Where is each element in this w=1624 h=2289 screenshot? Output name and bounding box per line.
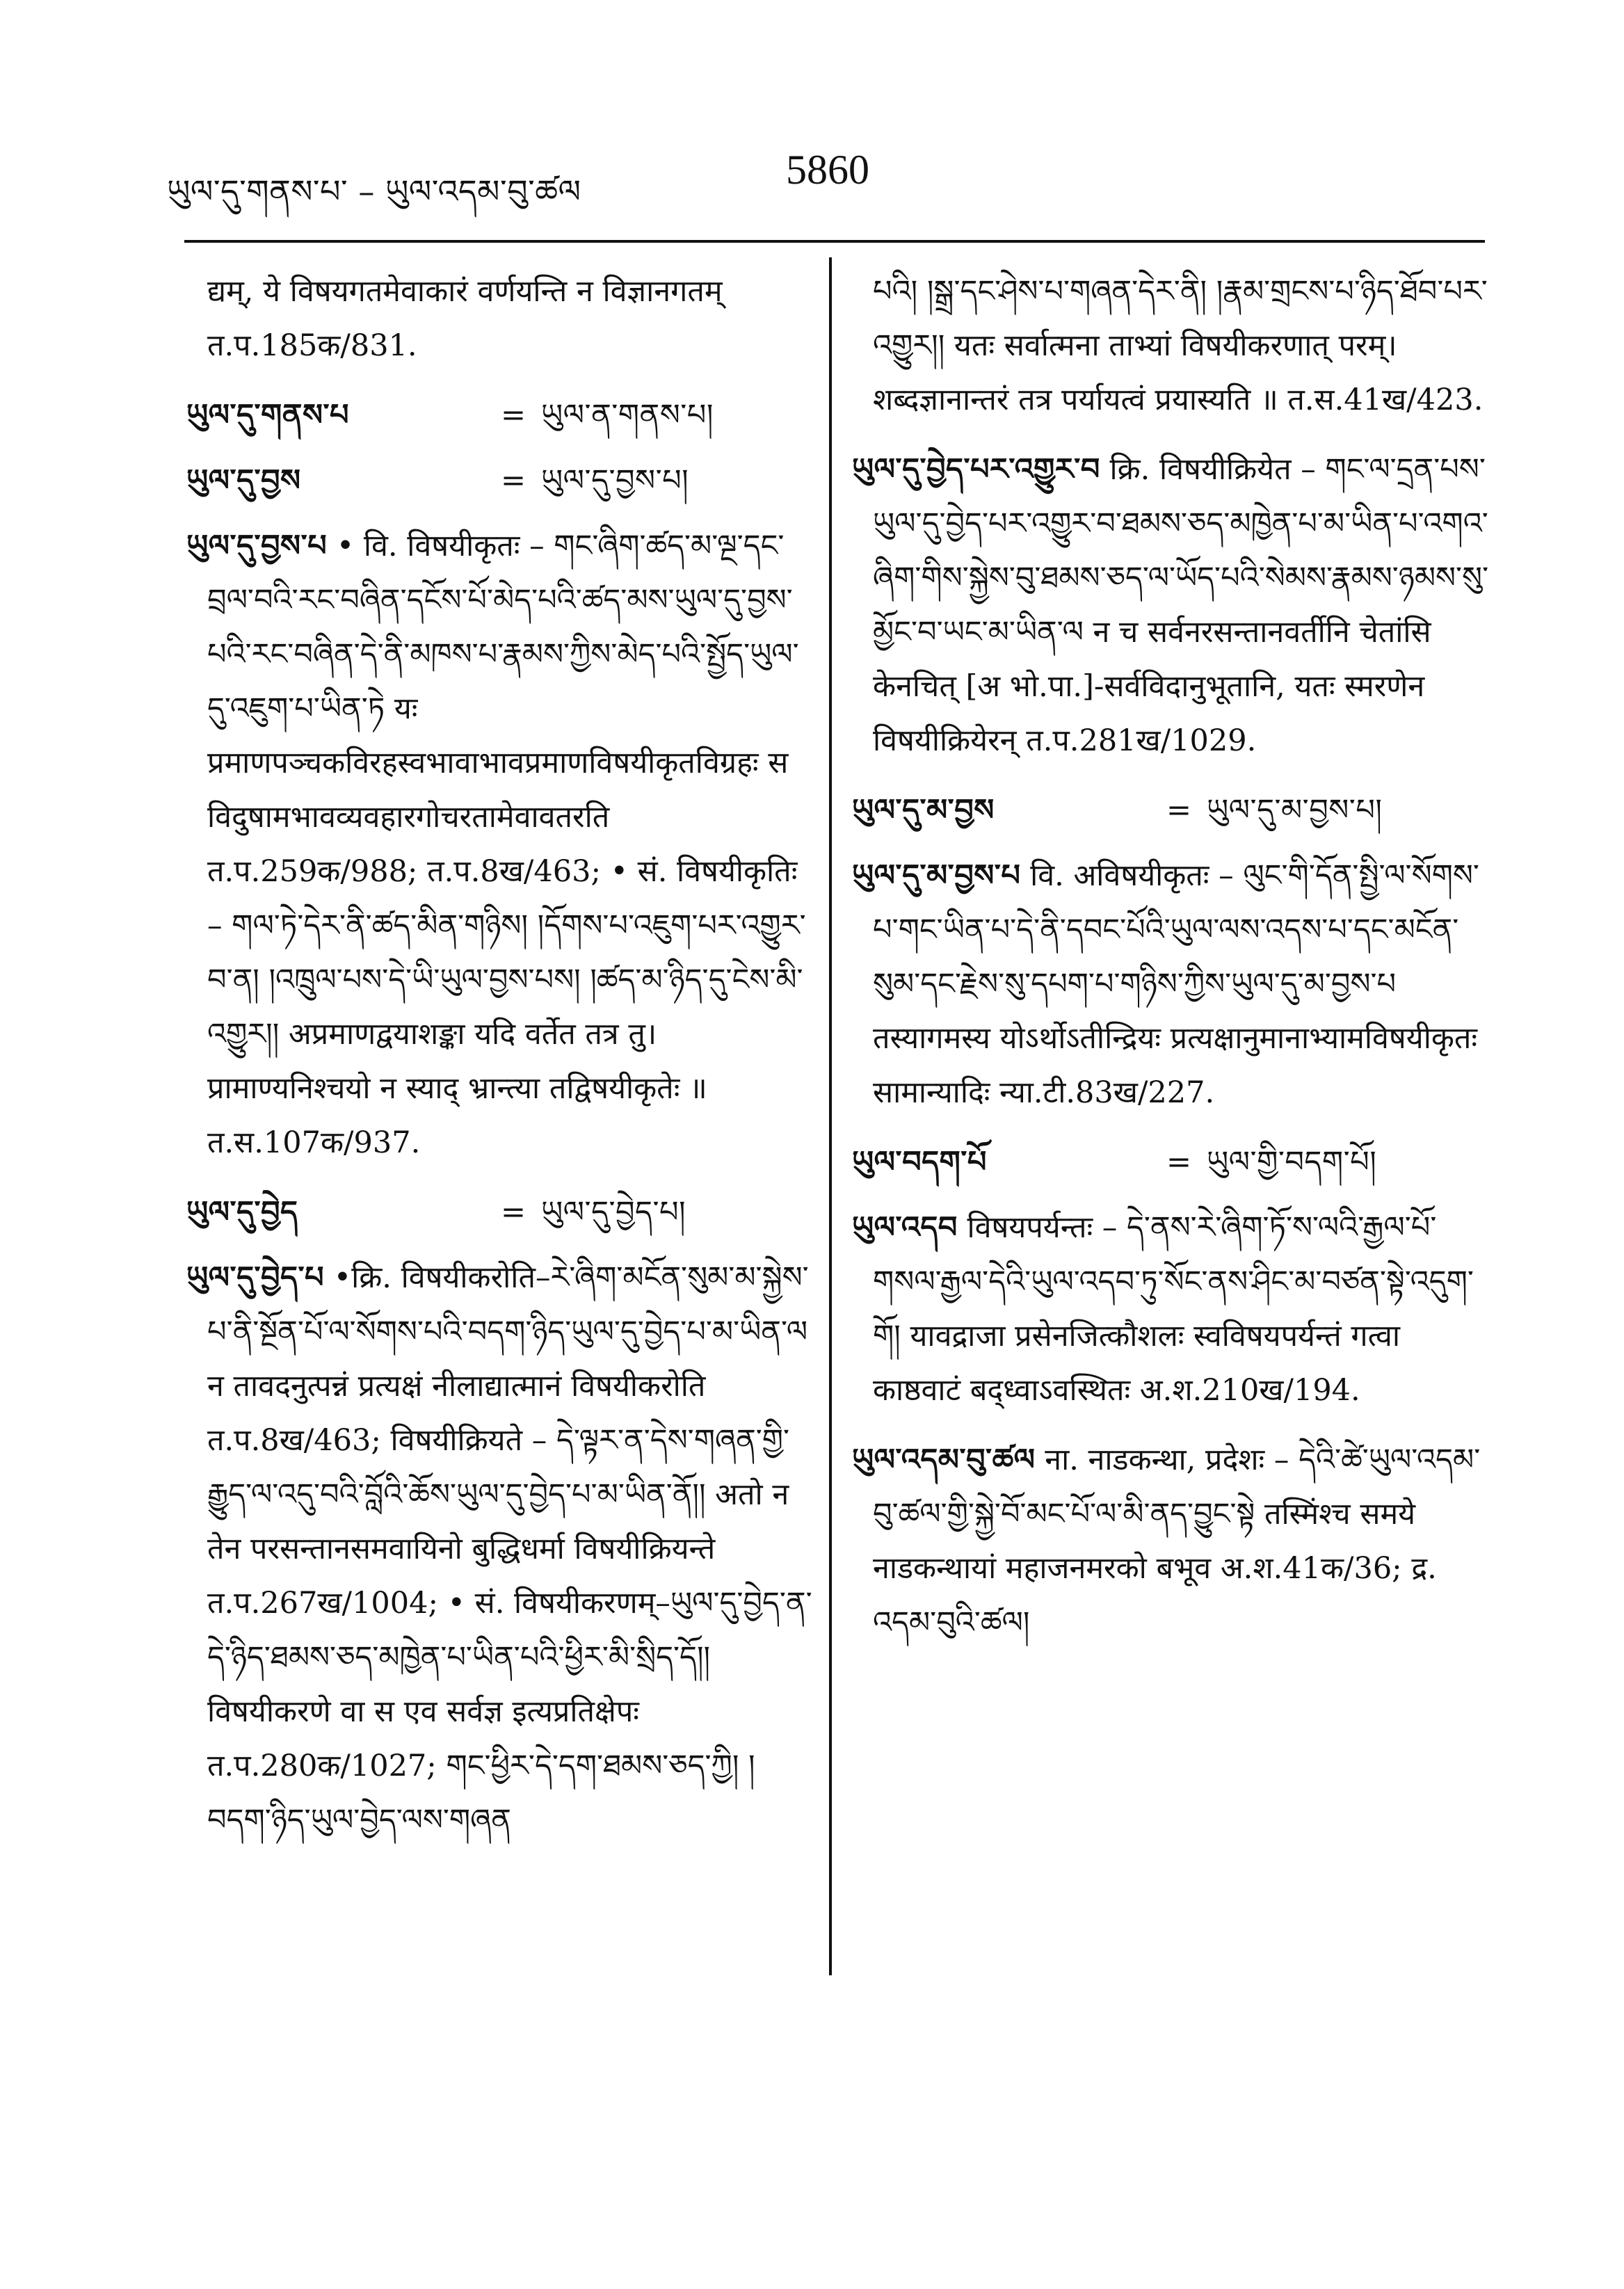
entry-body: • वि. विषयीकृतः – གང་ཞིག་ཚད་མ་ལྔ་དང་བྲལ་བའི་རང་བཞིན་དངོས་པོ་མེད་པའི་ཚད་མས་ཡུལ་དུ་བྱས་པའི་རང་བཞིན་དེ་ནི་མཁས་པ་རྣམས་ཀྱིས་མེད་པའི་སྤྱོད་ཡུལ་དུ་འཇུག་པ་ཡིན་ཏེ यः प्रमाणपञ्चकविरहस्वभावाभावप्रमाणविषयीकृतविग्रहः स विदुषामभावव्यवहारगोचरतामेवावतरति त.प.259क/988; त.प.8ख/463; • सं. विषयीकृतिः – གལ་ཏེ་དེར་ནི་ཚད་མིན་གཉིས། །དོགས་པ་འཇུག་པར་འགྱུར་བ་ན། །འཁྲུལ་པས་དེ་ཡི་ཡུལ་བྱས་པས། །ཚད་མ་ཉིད་དུ་ངེས་མི་འགྱུར།། अप्रमाणद्वयाशङ्का यदि वर्तेत तत्र तु। प्रामाण्यनिश्चयो न स्याद् भ्रान्त्या तद्विषयीकृतेः ॥ त.स.107क/937. [207, 529, 806, 1160]
entry-body: क्रि. विषयीक्रियेत – གང་ལ་དྲན་པས་ཡུལ་དུ་བྱེད་པར་འགྱུར་བ་ཐམས་ཅད་མཁྱེན་པ་མ་ཡིན་པ་འགའ་ཞིག་གིས་སྐྱེས་བུ་ཐམས་ཅད་ལ་ཡོད་པའི་སེམས་རྣམས་ཉམས་སུ་མྱོང་བ་ཡང་མ་ཡིན་ལ न च सर्वनरसन्तानवर्तीनि चेतांसि केनचित् [अ भो.पा.]-सर्वविदानुभूतानि, यतः स्मरणेन विषयीक्रियेरन् त.प.281ख/1029. [873, 452, 1489, 758]
dictionary-entry [852, 1200, 1492, 1417]
equals-sign: = [500, 1195, 526, 1230]
headword: ཡུལ་དུ་མ་བྱས་པ [852, 858, 1021, 893]
dictionary-entry [852, 1433, 1492, 1650]
page-number: 5860 [786, 147, 869, 193]
right-column [852, 264, 1492, 1665]
equals-sign: = [1166, 793, 1192, 828]
dictionary-entry [852, 849, 1492, 1120]
dictionary-entry [186, 519, 812, 1170]
cross-reference-target: ཡུལ་དུ་བྱེད་པ། [541, 1195, 686, 1230]
continued-entry-text: པའི། །སྒྲ་དང་ཤེས་པ་གཞན་དེར་ནི། །རྣམ་གྲངས་པ་ཉིད་ཐོབ་པར་འགྱུར།། यतः सर्वात्मना ताभ्यां विषयीकरणात् परम्। शब्दज्ञानान्तरं तत्र पर्यायत्वं प्रयास्यति ॥ त.स.41ख/423. [873, 274, 1488, 417]
cross-reference [186, 388, 812, 442]
headword: ཡུལ་དུ་མ་བྱས [852, 793, 995, 828]
headword: ཡུལ་བདག་པོ [852, 1145, 987, 1180]
continued-entry-text: द्यम्, ये विषयगतमेवाकारं वर्णयन्ति न विज्ञानगतम् त.प.185क/831. [207, 274, 723, 363]
cross-reference [186, 453, 812, 508]
cross-reference-target: ཡུལ་དུ་མ་བྱས་པ། [1207, 793, 1383, 828]
equals-sign: = [500, 398, 526, 433]
headword: ཡུལ་འདབ [852, 1210, 958, 1245]
headword: ཡུལ་འདམ་བུ་ཚལ [852, 1443, 1036, 1477]
cross-reference-target: ཡུལ་གྱི་བདག་པོ། [1207, 1145, 1377, 1180]
header-rule [184, 240, 1485, 243]
cross-reference [852, 783, 1492, 837]
headword: ཡུལ་དུ་བྱས [186, 463, 301, 498]
running-head: ཡུལ་དུ་གནས་པ་ – ཡུལ་འདམ་བུ་ཚལ [167, 172, 581, 210]
entry-body: •क्रि. विषयीकरोति–རེ་ཞིག་མངོན་སུམ་མ་སྐྱེས་པ་ནི་སྔོན་པོ་ལ་སོགས་པའི་བདག་ཉིད་ཡུལ་དུ་བྱེད་པ་མ་ཡིན་ལ न तावदनुत्पन्नं प्रत्यक्षं नीलाद्यात्मानं विषयीकरोति त.प.8ख/463; विषयीक्रियते – དེ་ལྟར་ན་དེས་གཞན་གྱི་རྒྱུད་ལ་འདུ་བའི་བློའི་ཆོས་ཡུལ་དུ་བྱེད་པ་མ་ཡིན་ནོ།། अतो न तेन परसन्तानसमवायिनो बुद्धिधर्मा विषयीक्रियन्ते त.प.267ख/1004; • सं. विषयीकरणम्–ཡུལ་དུ་བྱེད་ན་དེ་ཉིད་ཐམས་ཅད་མཁྱེན་པ་ཡིན་པའི་ཕྱིར་མི་སྲིད་དོ།། विषयीकरणे वा स एव सर्वज्ञ इत्यप्रतिक्षेपः त.प.280क/1027; གང་ཕྱིར་དེ་དག་ཐམས་ཅད་ཀྱི། །བདག་ཉིད་ཡུལ་བྱེད་ལས་གཞན [207, 1260, 812, 1838]
headword: ཡུལ་དུ་བྱས་པ [186, 529, 328, 563]
entry-body: ना. नाडकन्था, प्रदेशः – དེའི་ཚེ་ཡུལ་འདམ་བུ་ཚལ་གྱི་སྐྱེ་བོ་མང་པོ་ལ་མི་ནད་བྱུང་སྟེ तस्मिंश्च समये नाडकन्थायां महाजनमरको बभूव अ.श.41क/36; द्र. འདམ་བུའི་ཚལ། [873, 1443, 1481, 1640]
entry-body: विषयपर्यन्तः – དེ་ནས་རེ་ཞིག་ཏོ་ས་ལའི་རྒྱལ་པོ་གསལ་རྒྱལ་དེའི་ཡུལ་འདབ་ཏུ་སོང་ནས་ཤིང་མ་བཙན་སྟེ་འདུག་གོ། यावद्राजा प्रसेनजित्कौशलः स्वविषयपर्यन्तं गत्वा काष्ठवाटं बद्ध्वाऽवस्थितः अ.श.210ख/194. [873, 1210, 1474, 1408]
headword: ཡུལ་དུ་བྱེད [186, 1195, 298, 1230]
headword: ཡུལ་དུ་བྱེད་པ [186, 1260, 325, 1295]
equals-sign: = [1166, 1145, 1192, 1180]
left-column [186, 264, 812, 1863]
dictionary-entry [186, 1251, 812, 1847]
entry-body: वि. अविषयीकृतः – ལུང་གི་དོན་སྤྱི་ལ་སོགས་པ་གང་ཡིན་པ་དེ་ནི་དབང་པོའི་ཡུལ་ལས་འདས་པ་དང་མངོན་སུམ་དང་རྗེས་སུ་དཔག་པ་གཉིས་ཀྱིས་ཡུལ་དུ་མ་བྱས་པ तस्यागमस्य योऽर्थोऽतीन्द्रियः प्रत्यक्षानुमानाभ्यामविषयीकृतः सामान्यादिः न्या.टी.83ख/227. [873, 858, 1479, 1110]
cross-reference-target: ཡུལ་ན་གནས་པ། [541, 398, 714, 433]
dictionary-entry [852, 442, 1492, 768]
cross-reference [186, 1185, 812, 1239]
page-header [160, 136, 1481, 219]
column-divider [829, 257, 832, 1975]
equals-sign: = [500, 463, 526, 498]
headword: ཡུལ་དུ་བྱེད་པར་འགྱུར་བ [852, 452, 1100, 487]
headword: ཡུལ་དུ་གནས་པ [186, 398, 350, 433]
cross-reference [852, 1135, 1492, 1189]
cross-reference-target: ཡུལ་དུ་བྱས་པ། [541, 463, 689, 498]
